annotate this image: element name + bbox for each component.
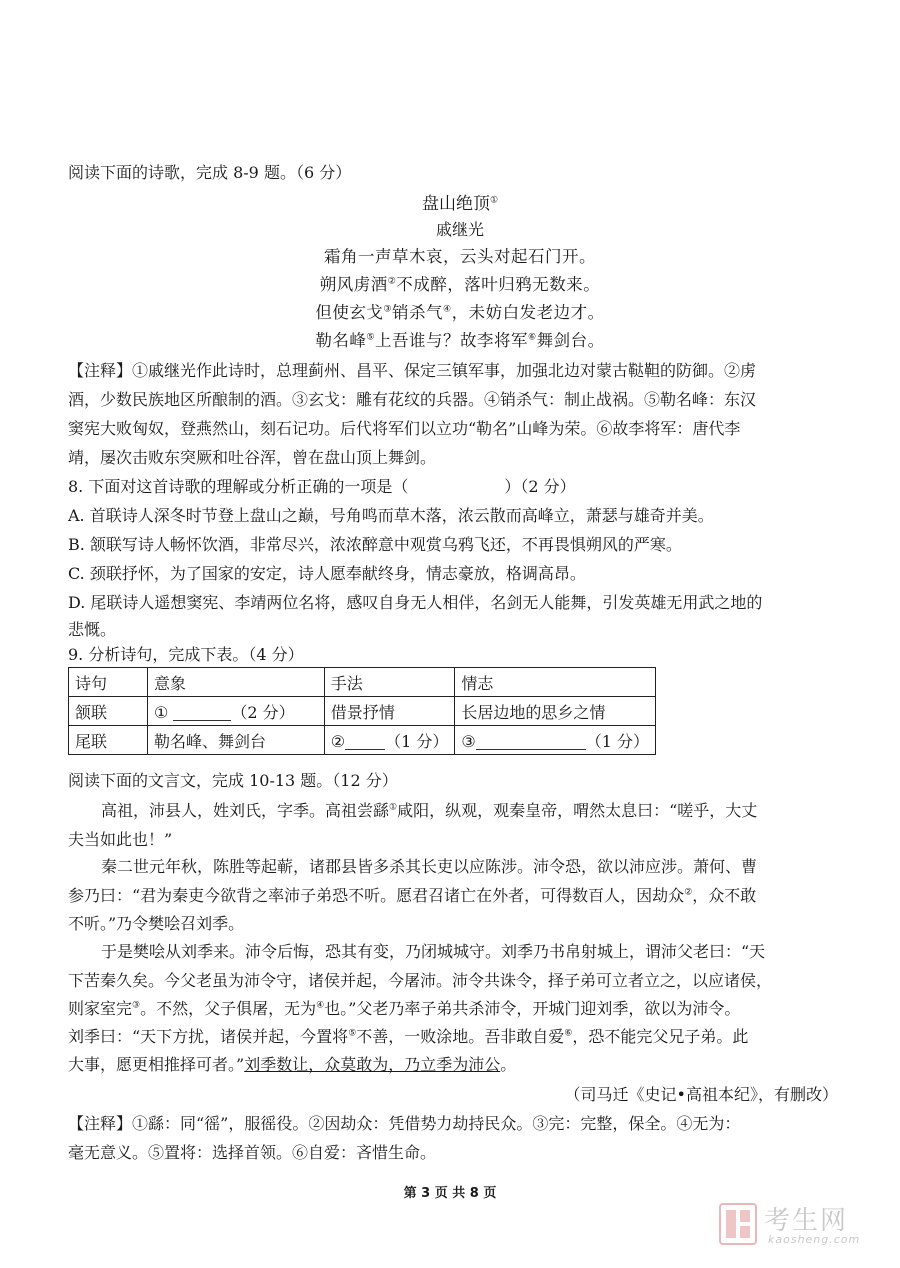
answer-blank[interactable] — [476, 735, 586, 750]
poem-notes-line-1: 【注释】①戚继光作此诗时，总理蓟州、昌平、保定三镇军事，加强北边对蒙古鞑靼的防御。②虏 — [68, 361, 757, 380]
classical-p2-line-3: 不听。”乃令樊哙召刘季。 — [68, 914, 245, 933]
table-header: 手法 — [324, 668, 455, 697]
classical-p3-line-5: 大事，愿更相推择可者。”刘季数让，众莫敢为，乃立季为沛公。 — [68, 1055, 517, 1074]
poem-line-3: 但使玄戈③销杀气④，未妨白发老边才。 — [315, 303, 605, 322]
table-header: 情志 — [455, 668, 656, 697]
watermark-name: 考生网 — [764, 1206, 849, 1236]
q9-stem: 9. 分析诗句，完成下表。（4 分） — [68, 645, 304, 664]
q8-option-b: B. 颔联写诗人畅怀饮酒，非常尽兴，浓浓醉意中观赏乌鸦飞还，不再畏惧朔风的严寒。 — [68, 535, 682, 554]
q9-table — [68, 667, 656, 755]
answer-blank[interactable] — [345, 735, 385, 750]
classical-p3-line-1: 于是樊哙从刘季来。沛令后悔，恐其有变，乃闭城城守。刘季乃书帛射城上，谓沛父老曰：“天 — [101, 942, 766, 961]
classical-section-intro: 阅读下面的文言文，完成 10-13 题。（12 分） — [68, 771, 398, 790]
classical-p3-line-3: 则家室完③。不然，父子俱屠，无为④也。”父老乃率子弟共杀沛令，开城门迎刘季，欲以为沛令。 — [68, 999, 741, 1018]
poem-line-4: 勒名峰⑤上吾谁与？故李将军⑥舞剑台。 — [315, 331, 605, 350]
q8-option-d: D. 尾联诗人遥想窦宪、李靖两位名将，感叹自身无人相伴，名剑无人能舞，引发英雄无用武之地的 — [68, 593, 763, 612]
table-header-row — [69, 668, 656, 697]
table-cell: 勒名峰、舞剑台 — [147, 726, 324, 755]
watermark — [718, 1200, 893, 1252]
poem-line-2: 朔风虏酒②不成醉，落叶归鸦无数来。 — [319, 275, 601, 294]
answer-cell-3[interactable]: ③ （1 分） — [455, 726, 656, 755]
classical-p2-line-2: 参乃曰：“君为秦吏今欲背之率沛子弟恐不听。愿君召诸亡在外者，可得数百人，因劫众②，众不敢 — [68, 886, 757, 905]
poem-notes-line-4: 靖，屡次击败东突厥和吐谷浑，曾在盘山顶上舞剑。 — [68, 448, 437, 467]
poem-author: 戚继光 — [435, 220, 484, 239]
classical-p2-line-1: 秦二世元年秋，陈胜等起蕲，诸郡县皆多杀其长吏以应陈涉。沛令恐，欲以沛应涉。萧何、曹 — [101, 857, 758, 876]
page-footer: 第 3 页 共 8 页 — [403, 1186, 497, 1201]
classical-p3-line-4: 刘季曰：“天下方扰，诸侯并起，今置将⑤不善，一败涂地。吾非敢自爱⑥，恐不能完父兄子弟。此 — [68, 1027, 749, 1046]
classical-p3-line-2: 下苦秦久矣。今父老虽为沛令守，诸侯并起，今屠沛。沛令共诛令，择子弟可立者立之，以应诸侯， — [68, 971, 773, 990]
poem-line-1: 霜角一声草木哀，云头对起石门开。 — [324, 247, 596, 266]
q8-option-a: A. 首联诗人深冬时节登上盘山之巅，号角鸣而草木落，浓云散而高峰立，萧瑟与雄奇并美。 — [68, 506, 714, 525]
table-cell: 借景抒情 — [324, 697, 455, 726]
q8-option-c: C. 颈联抒怀，为了国家的安定，诗人愿奉献终身，情志豪放，格调高昂。 — [68, 564, 586, 583]
q8-stem: 8. 下面对这首诗歌的理解或分析正确的一项是（ ）（2 分） — [68, 477, 576, 496]
q8-option-d-cont: 悲慨。 — [68, 620, 117, 639]
classical-p1-line-1: 高祖，沛县人，姓刘氏，字季。高祖尝繇①咸阳，纵观，观秦皇帝，喟然太息曰：“嗟乎，大丈 — [101, 801, 758, 820]
classical-notes-line-1: 【注释】①繇：同“徭”，服徭役。②因劫众：凭借势力劫持民众。③完：完整，保全。④无为： — [68, 1114, 741, 1133]
answer-blank[interactable] — [173, 706, 231, 721]
underlined-sentence: 刘季数让，众莫敢为，乃立季为沛公 — [244, 1055, 501, 1074]
answer-cell-1[interactable]: ① （2 分） — [147, 697, 324, 726]
table-row — [69, 726, 656, 755]
classical-notes-line-2: 毫无意义。⑤置将：选择首领。⑥自爱：吝惜生命。 — [68, 1143, 437, 1162]
poem-notes-line-2: 酒，少数民族地区所酿制的酒。③玄戈：雕有花纹的兵器。④销杀气：制止战祸。⑤勒名峰：东汉 — [68, 390, 757, 409]
table-cell: 颔联 — [69, 697, 148, 726]
watermark-url: kaosheng.com — [768, 1233, 861, 1246]
table-header: 意象 — [147, 668, 324, 697]
table-header: 诗句 — [69, 668, 148, 697]
table-row — [69, 697, 656, 726]
answer-cell-2[interactable]: ② （1 分） — [324, 726, 455, 755]
table-cell: 尾联 — [69, 726, 148, 755]
poem-notes-line-3: 窦宪大败匈奴，登燕然山，刻石记功。后代将军们以立功“勒名”山峰为荣。⑥故李将军：唐代李 — [68, 419, 741, 438]
poem-title: 盘山绝顶① — [421, 194, 499, 214]
table-cell: 长居边地的思乡之情 — [455, 697, 656, 726]
source-citation: （司马迁《史记•高祖本纪》，有删改） — [564, 1085, 838, 1104]
classical-p1-line-2: 夫当如此也！” — [68, 830, 173, 849]
poem-section-intro: 阅读下面的诗歌，完成 8-9 题。（6 分） — [68, 163, 352, 182]
kaosheng-logo-icon — [718, 1202, 758, 1246]
